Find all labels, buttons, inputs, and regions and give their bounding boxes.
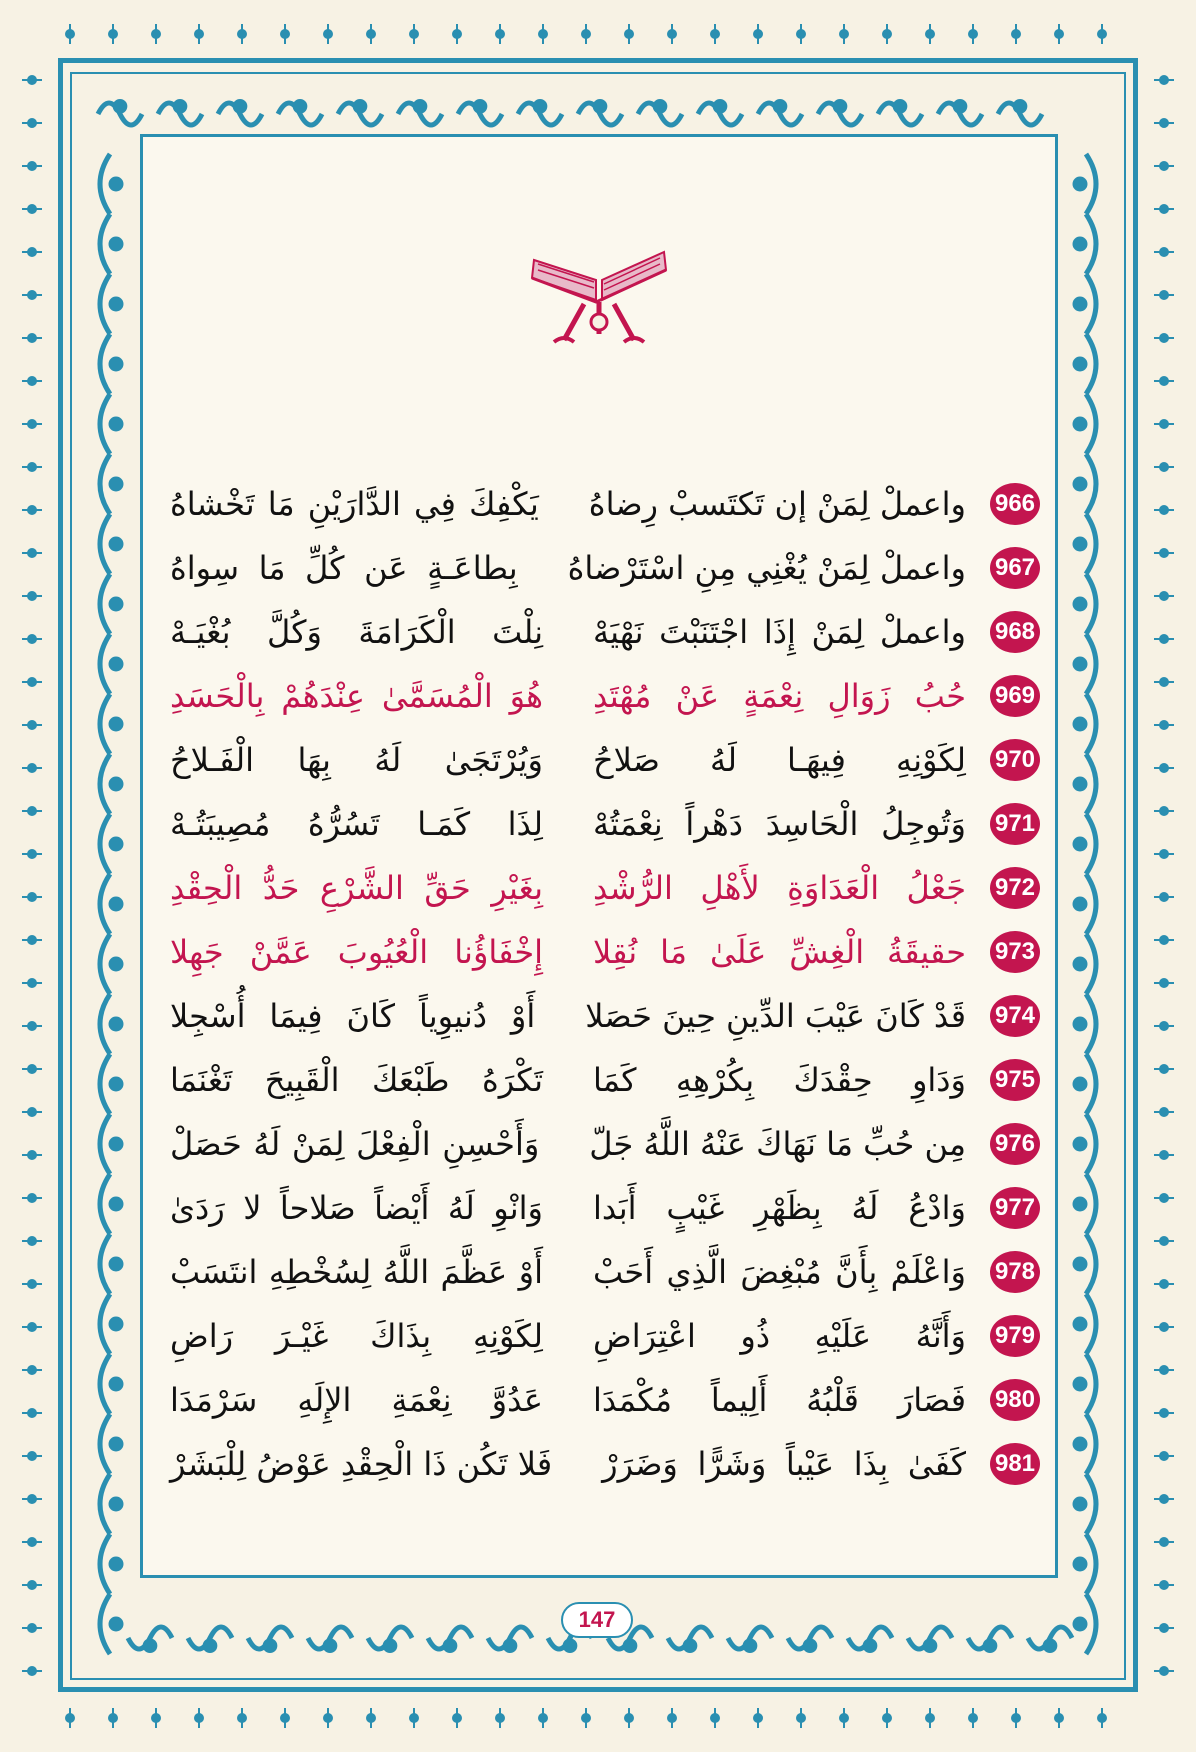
- verse-second-hemistich: إِخْفَاؤُنا الْعُيُوبَ عَمَّنْ جَهِلا: [170, 933, 543, 971]
- verse-first-hemistich: وَدَاوِ حِقْدَكَ بِكُرْهِهِ كَمَا: [593, 1061, 966, 1099]
- verse-second-hemistich: وَأَحْسِنِ الْفِعْلَ لِمَنْ لَهُ حَصَلْ: [170, 1125, 540, 1163]
- verse-second-hemistich: بِطاعَـةٍ عَن كُلِّ مَا سِواهُ: [170, 549, 518, 587]
- verse-number-badge: 976: [990, 1123, 1040, 1165]
- verse-row: [160, 984, 1040, 1048]
- verse-first-hemistich: حقيقَةُ الْغِشِّ عَلَىٰ مَا نُقِلا: [593, 933, 966, 971]
- verse-number-badge: 981: [990, 1443, 1040, 1485]
- verse-row: [160, 1176, 1040, 1240]
- verse-first-hemistich: قَدْ كَانَ عَيْبَ الدِّينِ حِينَ حَصَلا: [585, 997, 966, 1035]
- verse-first-hemistich: مِن حُبِّ مَا نَهَاكَ عَنْهُ اللَّهُ جَلّ: [589, 1125, 966, 1163]
- verse-first-hemistich: وَادْعُ لَهُ بِظَهْرِ غَيْبٍ أَبَدا: [593, 1189, 966, 1227]
- verse-second-hemistich: نِلْتَ الْكَرَامَةَ وَكُلَّ بُغْيَـهْ: [170, 613, 543, 651]
- verse-number-badge: 975: [990, 1059, 1040, 1101]
- verse-list: [160, 472, 1040, 1496]
- verse-row: [160, 600, 1040, 664]
- verse-first-hemistich: حُبُ زَوَالِ نِعْمَةٍ عَنْ مُهْتَدِ: [593, 677, 966, 715]
- verse-row: [160, 1240, 1040, 1304]
- verse-row: [160, 1304, 1040, 1368]
- verse-row: [160, 728, 1040, 792]
- verse-row: [160, 856, 1040, 920]
- verse-second-hemistich: تَكْرَهُ طَبْعَكَ الْقَبِيحَ تَغْنَمَا: [170, 1061, 543, 1099]
- verse-first-hemistich: لِكَوْنِهِ فِيهَـا لَهُ صَلاحُ: [593, 741, 966, 779]
- verse-first-hemistich: وَاعْلَمْ بِأَنَّ مُبْغِضَ الَّذِي أَحَبْ: [593, 1253, 966, 1291]
- verse-number-badge: 970: [990, 739, 1040, 781]
- open-book-on-stand-icon: [524, 230, 674, 360]
- verse-row: [160, 1048, 1040, 1112]
- verse-first-hemistich: وَأَنَّهُ عَلَيْهِ ذُو اعْتِرَاضِ: [593, 1317, 966, 1355]
- verse-second-hemistich: يَكْفِكَ فِي الدَّارَيْنِ مَا تَخْشاهُ: [170, 485, 539, 523]
- verse-row: [160, 792, 1040, 856]
- verse-first-hemistich: كَفَىٰ بِذَا عَيْباً وَشَرًّا وَضَرَرْ: [602, 1445, 966, 1483]
- verse-first-hemistich: واعملْ لِمَنْ إن تَكتَسبْ رِضاهُ: [588, 485, 966, 523]
- verse-row: [160, 472, 1040, 536]
- verse-row: [160, 1368, 1040, 1432]
- verse-second-hemistich: لِذَا كَمَـا تَسُرُّهُ مُصِيبَتُـهْ: [170, 805, 543, 843]
- verse-number-badge: 977: [990, 1187, 1040, 1229]
- verse-second-hemistich: لِكَوْنِهِ بِذَاكَ غَيْـرَ رَاضِ: [170, 1317, 543, 1355]
- verse-first-hemistich: واعملْ لِمَنْ إِذَا اجْتَنَبْتَ نَهْيَهْ: [593, 613, 966, 651]
- verse-number-badge: 971: [990, 803, 1040, 845]
- verse-number-badge: 966: [990, 483, 1040, 525]
- verse-first-hemistich: جَعْلُ الْعَدَاوَةِ لأَهْلِ الرُّشْدِ: [593, 869, 966, 907]
- verse-number-badge: 979: [990, 1315, 1040, 1357]
- verse-row: [160, 536, 1040, 600]
- verse-number-badge: 969: [990, 675, 1040, 717]
- verse-number-badge: 973: [990, 931, 1040, 973]
- verse-row: [160, 1432, 1040, 1496]
- verse-first-hemistich: وَتُوجِلُ الْحَاسِدَ دَهْراً نِعْمَتُهْ: [593, 805, 966, 843]
- verse-second-hemistich: وَانْوِ لَهُ أَيْضاً صَلاحاً لا رَدَىٰ: [170, 1189, 543, 1227]
- verse-first-hemistich: فَصَارَ قَلْبُهُ أَلِيماً مُكْمَدَا: [593, 1381, 966, 1419]
- verse-row: [160, 920, 1040, 984]
- verse-second-hemistich: بِغَيْرِ حَقِّ الشَّرْعِ حَدُّ الْحِقْدِ: [170, 869, 543, 907]
- verse-second-hemistich: أَوْ عَظَّمَ اللَّهُ لِسُخْطِهِ انتَسَبْ: [170, 1253, 543, 1291]
- verse-second-hemistich: عَدُوَّ نِعْمَةِ الإِلَهِ سَرْمَدَا: [170, 1381, 543, 1419]
- verse-second-hemistich: أَوْ دُنيوِياً كَانَ فِيمَا أُسْجِلا: [170, 997, 536, 1035]
- verse-second-hemistich: فَلا تَكُن ذَا الْحِقْدِ عَوْضُ لِلْبَشَرْ: [170, 1445, 553, 1483]
- verse-second-hemistich: هُوَ الْمُسَمَّىٰ عِنْدَهُمْ بِالْحَسَدِ: [170, 677, 543, 715]
- verse-number-badge: 968: [990, 611, 1040, 653]
- verse-number-badge: 967: [990, 547, 1040, 589]
- verse-number-badge: 980: [990, 1379, 1040, 1421]
- verse-second-hemistich: وَيُرْتَجَىٰ لَهُ بِهَا الْفَـلاحُ: [170, 741, 543, 779]
- verse-number-badge: 972: [990, 867, 1040, 909]
- verse-row: [160, 664, 1040, 728]
- verse-number-badge: 974: [990, 995, 1040, 1037]
- verse-row: [160, 1112, 1040, 1176]
- verse-number-badge: 978: [990, 1251, 1040, 1293]
- page-number: 147: [561, 1602, 633, 1638]
- verse-first-hemistich: واعملْ لِمَنْ يُغْنِي مِنِ اسْتَرْضاهُ: [567, 549, 966, 587]
